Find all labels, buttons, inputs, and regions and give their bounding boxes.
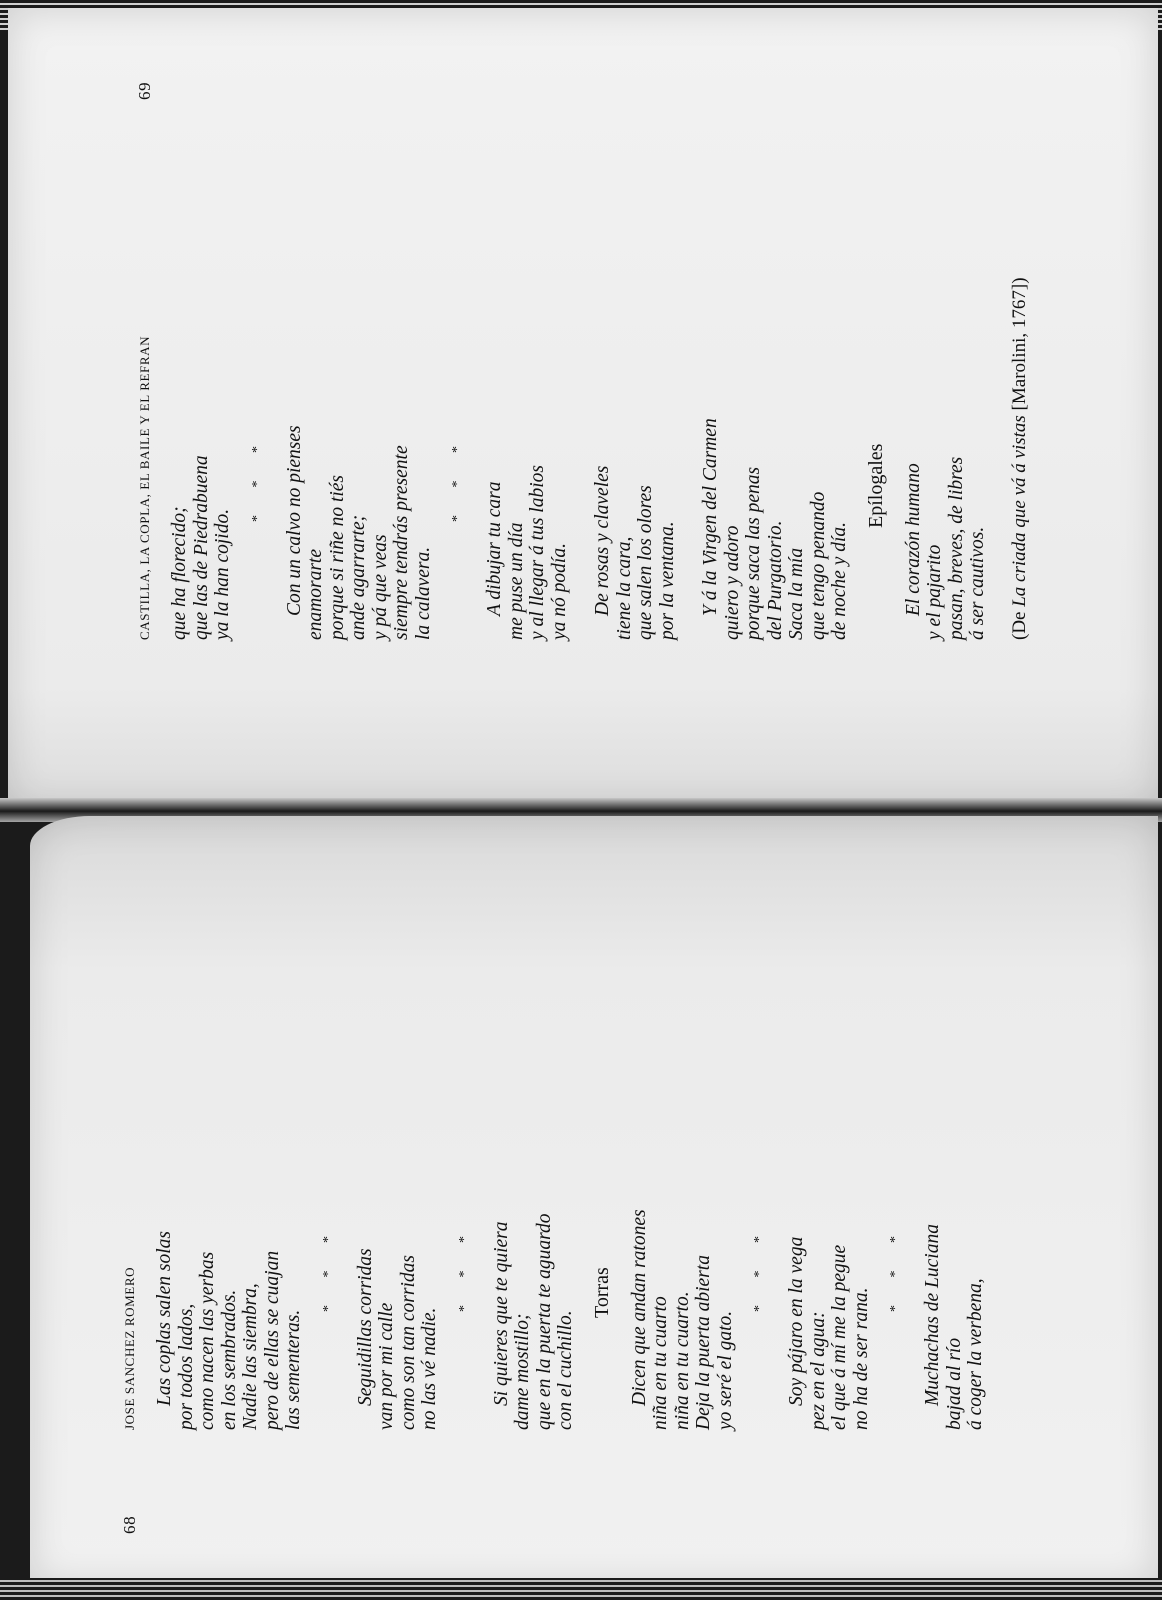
running-head-title: JOSE SANCHEZ ROMERO — [122, 1266, 137, 1430]
stanza-separator: * * * — [249, 434, 265, 522]
verse-line: por la ventana. — [656, 521, 678, 640]
verse-line: ya la han cojido. — [212, 508, 233, 640]
verse-line: del Purgatorio. — [764, 520, 786, 640]
verse-line: niña en tu cuarto. — [671, 1291, 693, 1430]
verse-line: ande agarrarte; — [348, 514, 369, 640]
page-edge-bottom — [0, 1578, 1162, 1600]
stanza — [169, 80, 234, 640]
verse-line: bajad al río — [943, 1337, 965, 1430]
stanza-separator: * * * — [888, 1224, 903, 1312]
verse-line: porque saca las penas — [743, 466, 764, 640]
verse-line: tiene la cara, — [613, 536, 635, 640]
verse-line: que ha florecido; — [169, 506, 190, 640]
verse-line: de noche y día. — [829, 521, 850, 640]
verse-line: como son tan corridas — [397, 1255, 419, 1430]
stanza-separator: * * * — [450, 434, 465, 522]
verse-line: pez en el agua: — [807, 1311, 829, 1430]
verse-line: como nacen las yerbas — [197, 1251, 218, 1430]
verse-line: no las vé nadie. — [419, 1307, 440, 1430]
source-title: La criada que vá á vistas — [1008, 415, 1030, 607]
verse-line: Si quieres que te quiera — [490, 1221, 512, 1406]
verse-line: me puse un día — [505, 522, 527, 640]
right-running-head — [135, 80, 155, 640]
verse-line: que tengo penando — [807, 491, 829, 640]
verse-line: ya nó podía. — [548, 543, 570, 640]
left-running-head — [120, 870, 140, 1534]
verse-line: Deja la puerta abierta — [693, 1255, 714, 1430]
stanza-separator: * * * — [752, 1224, 767, 1312]
verse-line: Nadie las siembra, — [240, 1283, 261, 1430]
source-open: (De — [1008, 606, 1030, 640]
verse-line: en los sembrados. — [218, 1289, 240, 1430]
verse-line: El corazón humano — [902, 463, 924, 616]
verse-line: Dicen que andan ratones — [628, 1209, 650, 1406]
verse-line: Con un calvo no pienses — [283, 425, 305, 616]
page-number: 69 — [135, 81, 154, 100]
verse-line: quiero y adoro — [721, 525, 743, 640]
verse-line: Soy pájaro en la vega — [786, 1236, 807, 1406]
verse-line: yo seré el gato. — [714, 1310, 736, 1430]
verse-line: Las coplas salen solas — [154, 1231, 175, 1406]
right-page-text — [135, 80, 1035, 640]
verse-line: las sementeras. — [283, 1309, 304, 1430]
stanza — [922, 870, 987, 1430]
verse-line: y pá que veas — [369, 534, 391, 640]
verse-line: que salen los olores — [635, 485, 656, 640]
verse-line: y el pajarito — [924, 544, 945, 640]
verse-line: niña en tu cuarto — [650, 1296, 671, 1430]
stanza — [786, 870, 872, 1430]
verse-line: que las de Piedrabuena — [190, 455, 212, 640]
verse-line: Muchachas de Luciana — [922, 1224, 943, 1406]
stanza — [700, 80, 851, 640]
section-title: Torras — [590, 1267, 613, 1318]
stanza-separator: * * * — [320, 1224, 336, 1312]
verse-line: siempre tendrás presente — [391, 445, 412, 640]
verse-line: que en la puerta te aguardo — [533, 1213, 555, 1430]
verse-line: á coger la verbena, — [965, 1278, 986, 1430]
verse-line: no ha de ser rana. — [850, 1287, 872, 1430]
stanza — [154, 870, 305, 1430]
stanza — [491, 870, 577, 1430]
verse-line: Saca la mía — [786, 547, 807, 640]
verse-line: y al llegar á tus labios — [527, 465, 548, 640]
stanza — [592, 80, 678, 640]
verse-line: á ser cautivos. — [967, 526, 988, 640]
stanza — [355, 870, 441, 1430]
verse-line: con el cuchillo. — [555, 1310, 576, 1430]
verse-line: Y á la Virgen del Carmen — [700, 418, 721, 616]
source-citation — [1009, 80, 1031, 640]
verse-line: A dibujar tu cara — [484, 481, 505, 616]
stanza — [903, 80, 989, 640]
left-page-text — [120, 870, 1020, 1534]
verse-line: pero de ellas se cuajan — [261, 1250, 283, 1430]
section-title: Epílogales — [864, 443, 887, 528]
verse-line: De rosas y claveles — [592, 465, 613, 616]
verse-line: pasan, breves, de libres — [945, 456, 967, 640]
running-head-title: CASTILLA, LA COPLA, EL BAILE Y EL REFRAN — [137, 335, 152, 640]
verse-line: van por mi calle — [376, 1302, 397, 1430]
source-close: [Marolini, 1767]) — [1008, 277, 1030, 416]
verse-line: porque si riñe no tiés — [326, 474, 348, 640]
stanza — [484, 80, 570, 640]
verse-line: enamorarte — [305, 549, 326, 640]
stanza — [284, 80, 435, 640]
verse-line: Seguidillas corridas — [354, 1248, 376, 1406]
stanza — [629, 870, 737, 1430]
verse-line: la calavera. — [412, 546, 434, 640]
verse-line: por todos lados, — [175, 1303, 197, 1430]
page-number: 68 — [120, 1515, 139, 1534]
verse-line: dame mostillo; — [512, 1313, 533, 1430]
stanza-separator: * * * — [456, 1224, 472, 1312]
verse-line: el que á mí me la pegue — [829, 1244, 850, 1430]
